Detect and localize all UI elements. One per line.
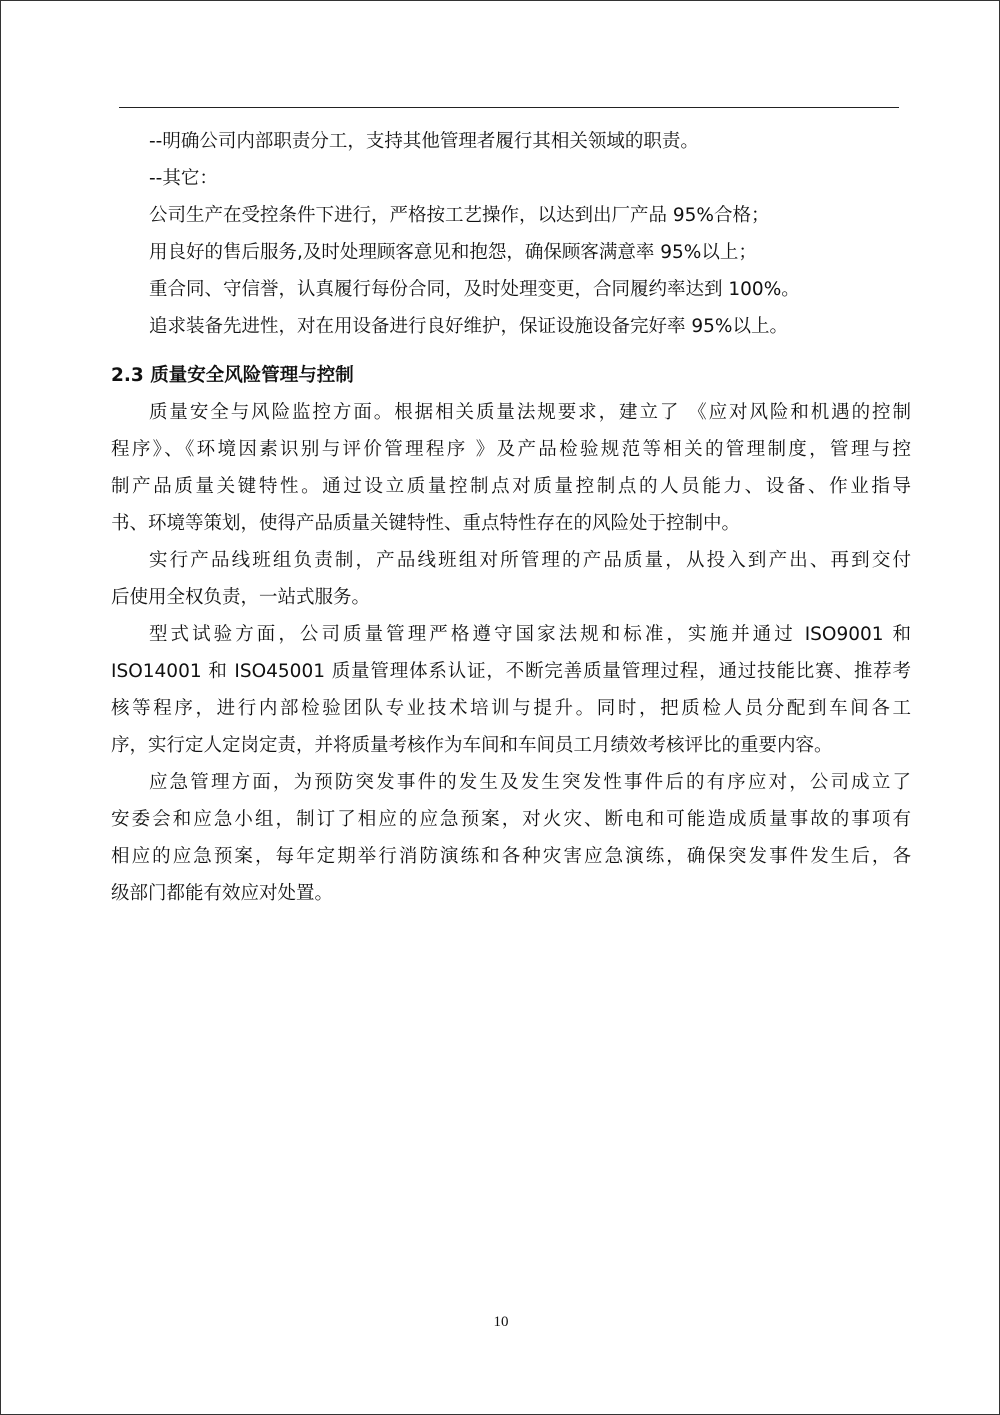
text-line: 相应的应急预案，每年定期举行消防演练和各种灾害应急演练，确保突发事件发生后，各	[111, 846, 911, 867]
text-line: --明确公司内部职责分工，支持其他管理者履行其相关领域的职责。	[149, 131, 699, 152]
text-line: 用良好的售后服务,及时处理顾客意见和抱怨，确保顾客满意率 95%以上；	[149, 242, 757, 263]
text-line: 应急管理方面，为预防突发事件的发生及发生突发性事件后的有序应对，公司成立了	[149, 772, 911, 793]
text-line: 级部门都能有效应对处置。	[111, 883, 334, 904]
text-line: 程序》、《环境因素识别与评价管理程序 》及产品检验规范等相关的管理制度，管理与控	[111, 439, 911, 460]
text-line: 制产品质量关键特性。通过设立质量控制点对质量控制点的人员能力、设备、作业指导	[111, 476, 911, 497]
text-line: 重合同、守信誉，认真履行每份合同，及时处理变更，合同履约率达到 100%。	[149, 279, 800, 300]
text-line: 型式试验方面，公司质量管理严格遵守国家法规和标准，实施并通过 ISO9001 和	[149, 624, 911, 645]
text-line: 序，实行定人定岗定责，并将质量考核作为车间和车间员工月绩效考核评比的重要内容。	[111, 735, 833, 756]
text-line: 后使用全权负责，一站式服务。	[111, 587, 371, 608]
paragraph-type-testing	[111, 616, 911, 764]
header-rule	[119, 107, 899, 108]
text-line: 追求装备先进性，对在用设备进行良好维护，保证设施设备完好率 95%以上。	[149, 316, 789, 337]
text-line: 质量安全与风险监控方面。根据相关质量法规要求，建立了 《应对风险和机遇的控制	[149, 402, 911, 423]
text-line: 公司生产在受控条件下进行，严格按工艺操作，以达到出厂产品 95%合格；	[149, 205, 770, 226]
text-line: 书、环境等策划，使得产品质量关键特性、重点特性存在的风险处于控制中。	[111, 513, 741, 534]
page-content	[111, 123, 911, 912]
text-line: 实行产品线班组负责制，产品线班组对所管理的产品质量，从投入到产出、再到交付	[149, 550, 911, 571]
paragraph-risk-monitoring	[111, 394, 911, 542]
section-heading: 2.3 质量安全风险管理与控制	[111, 365, 354, 386]
paragraph-team-responsibility	[111, 542, 911, 616]
text-line: 核等程序，进行内部检验团队专业技术培训与提升。同时，把质检人员分配到车间各工	[111, 698, 911, 719]
text-line: --其它：	[149, 168, 218, 189]
text-line: 安委会和应急小组，制订了相应的应急预案，对火灾、断电和可能造成质量事故的事项有	[111, 809, 911, 830]
text-line: ISO14001 和 ISO45001 质量管理体系认证，不断完善质量管理过程，通过技能比赛、推荐考	[111, 661, 911, 682]
paragraph-emergency-management	[111, 764, 911, 912]
page-number: 10	[493, 1314, 509, 1330]
